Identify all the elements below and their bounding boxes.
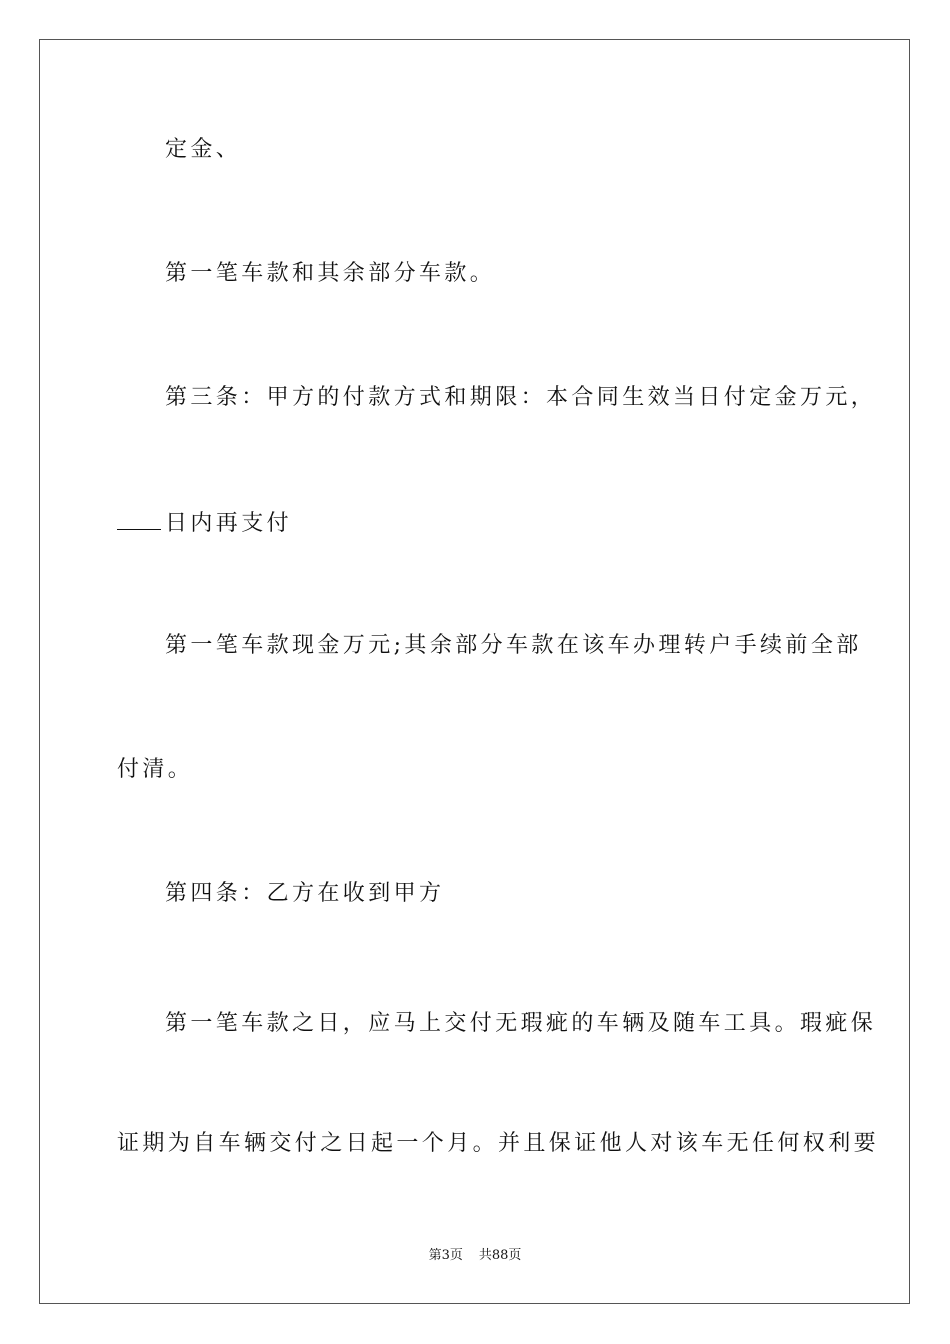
fill-in-blank <box>117 507 161 530</box>
text-line-2: 第一笔车款和其余部分车款。 <box>165 261 496 286</box>
text-line-6: 付清。 <box>117 757 194 782</box>
text-line-1: 定金、 <box>165 137 242 162</box>
text-line-9: 证期为自车辆交付之日起一个月。并且保证他人对该车无任何权利要 <box>117 1131 880 1156</box>
text-line-4 <box>117 507 292 539</box>
text-line-7: 第四条：乙方在收到甲方 <box>165 881 445 906</box>
text-line-8: 第一笔车款之日，应马上交付无瑕疵的车辆及随车工具。瑕疵保 <box>165 1011 877 1036</box>
text-line-3: 第三条：甲方的付款方式和期限：本合同生效当日付定金万元， <box>165 385 877 410</box>
page-number: 第3页 <box>428 1248 463 1263</box>
text-line-4-content: 日内再支付 <box>165 511 293 536</box>
page-total: 共88页 <box>478 1248 522 1263</box>
page-footer <box>0 1247 950 1265</box>
text-line-5: 第一笔车款现金万元;其余部分车款在该车办理转户手续前全部 <box>165 633 862 658</box>
page-border <box>39 39 910 1304</box>
